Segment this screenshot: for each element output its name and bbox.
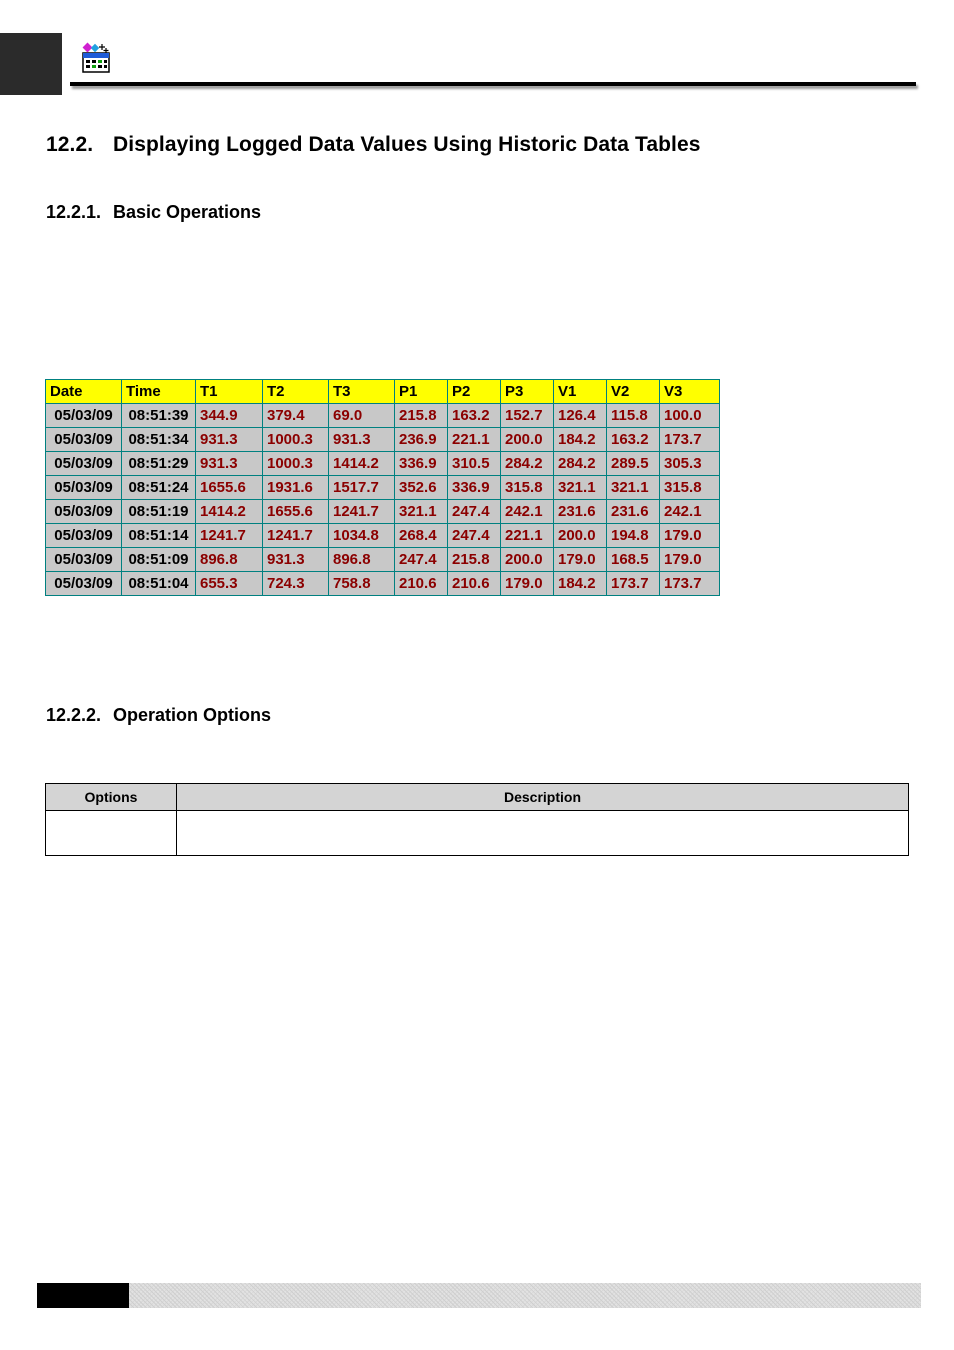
column-header: Date	[46, 380, 122, 404]
subsection-number: 12.2.1.	[46, 202, 102, 222]
header-rule	[70, 82, 916, 86]
date-cell: 05/03/09	[46, 452, 122, 476]
value-cell: 1241.7	[263, 524, 329, 548]
value-cell: 1655.6	[263, 500, 329, 524]
column-header: V3	[660, 380, 720, 404]
date-cell: 05/03/09	[46, 524, 122, 548]
value-cell: 931.3	[196, 452, 263, 476]
table-row	[46, 548, 720, 572]
value-cell: 168.5	[607, 548, 660, 572]
value-cell: 344.9	[196, 404, 263, 428]
value-cell: 236.9	[395, 428, 448, 452]
table-row	[46, 452, 720, 476]
value-cell: 69.0	[329, 404, 395, 428]
value-cell: 194.8	[607, 524, 660, 548]
options-table	[45, 783, 909, 856]
date-cell: 05/03/09	[46, 404, 122, 428]
value-cell: 179.0	[660, 548, 720, 572]
value-cell: 315.8	[660, 476, 720, 500]
header-corner-block	[0, 33, 62, 95]
value-cell: 1414.2	[196, 500, 263, 524]
date-cell: 05/03/09	[46, 548, 122, 572]
value-cell: 896.8	[329, 548, 395, 572]
data-table-icon	[80, 42, 112, 74]
value-cell: 231.6	[607, 500, 660, 524]
value-cell: 1517.7	[329, 476, 395, 500]
value-cell: 284.2	[554, 452, 607, 476]
table-row	[46, 524, 720, 548]
value-cell: 1655.6	[196, 476, 263, 500]
value-cell: 310.5	[448, 452, 501, 476]
value-cell: 221.1	[501, 524, 554, 548]
footer-page-block	[37, 1283, 129, 1308]
value-cell: 184.2	[554, 572, 607, 596]
value-cell: 163.2	[607, 428, 660, 452]
column-header: T1	[196, 380, 263, 404]
column-header: Time	[122, 380, 196, 404]
date-cell: 05/03/09	[46, 428, 122, 452]
value-cell: 315.8	[501, 476, 554, 500]
section-heading	[46, 133, 701, 157]
value-cell: 247.4	[448, 500, 501, 524]
value-cell: 1414.2	[329, 452, 395, 476]
column-header: P1	[395, 380, 448, 404]
description-header: Description	[177, 784, 909, 811]
value-cell: 179.0	[660, 524, 720, 548]
value-cell: 655.3	[196, 572, 263, 596]
value-cell: 115.8	[607, 404, 660, 428]
time-cell: 08:51:39	[122, 404, 196, 428]
column-header: T2	[263, 380, 329, 404]
value-cell: 173.7	[607, 572, 660, 596]
time-cell: 08:51:29	[122, 452, 196, 476]
column-header: T3	[329, 380, 395, 404]
value-cell: 305.3	[660, 452, 720, 476]
value-cell: 215.8	[395, 404, 448, 428]
subsection-title: Basic Operations	[113, 202, 262, 222]
value-cell: 896.8	[196, 548, 263, 572]
value-cell: 152.7	[501, 404, 554, 428]
value-cell: 247.4	[448, 524, 501, 548]
value-cell: 173.7	[660, 572, 720, 596]
value-cell: 242.1	[660, 500, 720, 524]
time-cell: 08:51:19	[122, 500, 196, 524]
value-cell: 724.3	[263, 572, 329, 596]
value-cell: 1241.7	[196, 524, 263, 548]
table-header-row	[46, 380, 720, 404]
value-cell: 931.3	[329, 428, 395, 452]
value-cell: 247.4	[395, 548, 448, 572]
table-row	[46, 811, 909, 856]
date-cell: 05/03/09	[46, 572, 122, 596]
value-cell: 321.1	[554, 476, 607, 500]
description-cell	[177, 811, 909, 856]
date-cell: 05/03/09	[46, 476, 122, 500]
value-cell: 221.1	[448, 428, 501, 452]
value-cell: 1931.6	[263, 476, 329, 500]
section-title: Displaying Logged Data Values Using Historic Data Tables	[113, 133, 701, 156]
value-cell: 289.5	[607, 452, 660, 476]
time-cell: 08:51:34	[122, 428, 196, 452]
value-cell: 184.2	[554, 428, 607, 452]
value-cell: 321.1	[395, 500, 448, 524]
value-cell: 126.4	[554, 404, 607, 428]
value-cell: 200.0	[501, 548, 554, 572]
value-cell: 284.2	[501, 452, 554, 476]
subsection-number: 12.2.2.	[46, 705, 102, 725]
options-header: Options	[46, 784, 177, 811]
table-row	[46, 428, 720, 452]
column-header: P2	[448, 380, 501, 404]
value-cell: 1241.7	[329, 500, 395, 524]
subsection-title: Operation Options	[113, 705, 272, 725]
value-cell: 173.7	[660, 428, 720, 452]
value-cell: 931.3	[196, 428, 263, 452]
value-cell: 242.1	[501, 500, 554, 524]
table-header-row	[46, 784, 909, 811]
value-cell: 268.4	[395, 524, 448, 548]
subsection-heading-basic-operations	[46, 202, 261, 223]
column-header: V1	[554, 380, 607, 404]
table-row	[46, 500, 720, 524]
value-cell: 231.6	[554, 500, 607, 524]
value-cell: 1034.8	[329, 524, 395, 548]
value-cell: 215.8	[448, 548, 501, 572]
value-cell: 379.4	[263, 404, 329, 428]
option-cell	[46, 811, 177, 856]
value-cell: 336.9	[448, 476, 501, 500]
section-number: 12.2.	[46, 133, 94, 156]
time-cell: 08:51:04	[122, 572, 196, 596]
value-cell: 179.0	[501, 572, 554, 596]
value-cell: 210.6	[395, 572, 448, 596]
time-cell: 08:51:24	[122, 476, 196, 500]
subsection-heading-operation-options	[46, 705, 271, 726]
table-row	[46, 476, 720, 500]
value-cell: 179.0	[554, 548, 607, 572]
table-row	[46, 404, 720, 428]
value-cell: 931.3	[263, 548, 329, 572]
value-cell: 200.0	[501, 428, 554, 452]
time-cell: 08:51:09	[122, 548, 196, 572]
value-cell: 1000.3	[263, 428, 329, 452]
date-cell: 05/03/09	[46, 500, 122, 524]
value-cell: 200.0	[554, 524, 607, 548]
footer-band	[129, 1283, 921, 1308]
value-cell: 163.2	[448, 404, 501, 428]
table-row	[46, 572, 720, 596]
value-cell: 352.6	[395, 476, 448, 500]
value-cell: 758.8	[329, 572, 395, 596]
value-cell: 1000.3	[263, 452, 329, 476]
historic-data-table	[45, 379, 720, 596]
value-cell: 100.0	[660, 404, 720, 428]
value-cell: 321.1	[607, 476, 660, 500]
value-cell: 336.9	[395, 452, 448, 476]
value-cell: 210.6	[448, 572, 501, 596]
column-header: V2	[607, 380, 660, 404]
time-cell: 08:51:14	[122, 524, 196, 548]
column-header: P3	[501, 380, 554, 404]
